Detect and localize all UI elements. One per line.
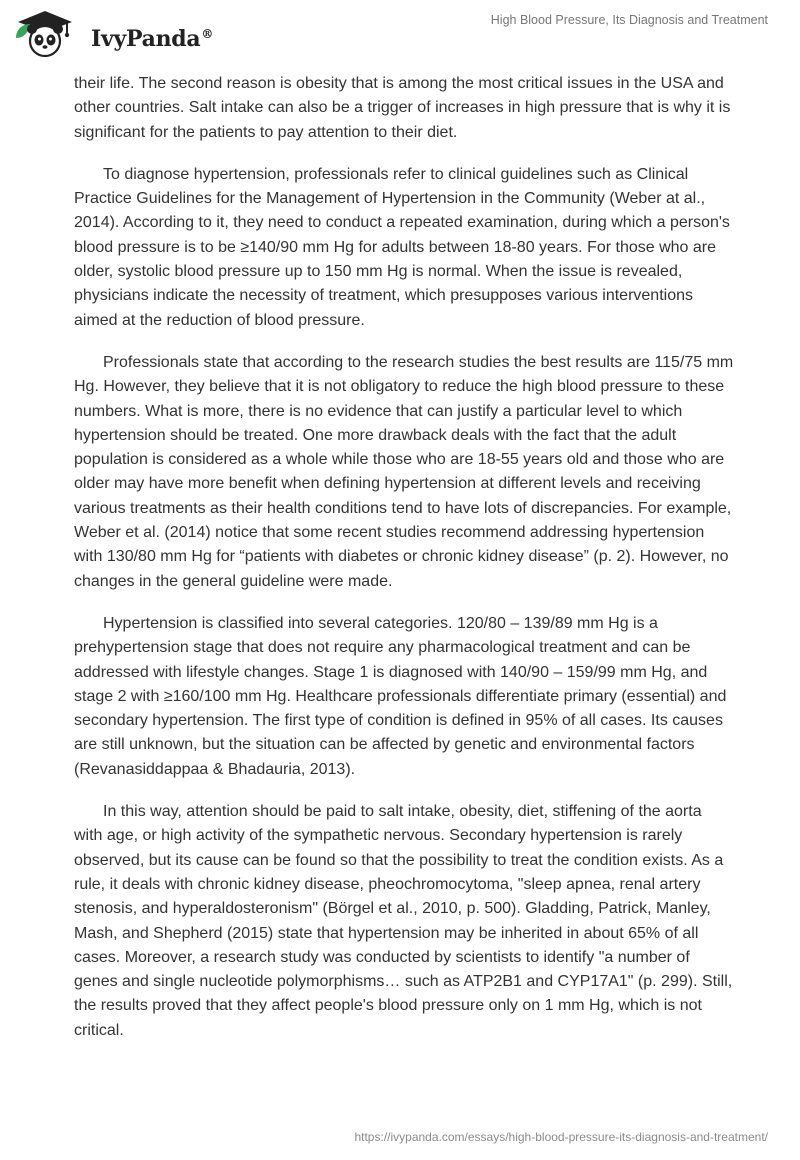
ivypanda-logo[interactable] [14,8,234,58]
panda-graduate-icon [14,8,76,58]
paragraph-1: their life. The second reason is obesity that is among the most critical issues in the USA and other countries. Salt intake can also be a trigger of increases in high pressure that is why it is significant for the patients to pay attention to their diet. [74,75,731,141]
paragraph-3: Professionals state that according to the research studies the best results are 115/75 mm Hg. However, they believe that it is not obligatory to reduce the high blood pressure to these numbers. What is more, there is no evidence that can justify a particular level to which hypertension should be treated. One more drawback deals with the fact that the adult population is considered as a whole while those who are 18-55 years old and those who are older may have more benefit when defining hypertension at different levels and receiving various treatments as their health conditions tend to have lots of discrepancies. For example, Weber et al. (2014) notice that some recent studies recommend addressing hypertension with 130/80 mm Hg for “patients with diabetes or chronic kidney disease” (p. 2). However, no changes in the general guideline were made. [74,353,734,590]
logo-wordmark: IvyPanda® [91,26,214,52]
essay-body [74,72,734,1061]
page-header [0,0,800,70]
paragraph-5: In this way, attention should be paid to salt intake, obesity, diet, stiffening of the aorta with age, or high activity of the sympathetic nervous. Secondary hypertension is rarely observed, but its cause can be found so that the possibility to treat the condition exists. As a rule, it deals with chronic kidney disease, pheochromocytoma, "sleep apnea, renal artery stenosis, and hyperaldosteronism" (Börgel et al., 2010, p. 500). Gladding, Patrick, Manley, Mash, and Shepherd (2015) state that hypertension may be inherited in about 65% of all cases. Moreover, a research study was conducted by scientists to identify "a number of genes and single nucleotide polymorphisms… such as ATP2B1 and CYP17A1" (p. 299). Still, the results proved that they affect people's blood pressure only on 1 mm Hg, which is not critical. [74,803,733,1039]
paragraph-2: To diagnose hypertension, professionals refer to clinical guidelines such as Clinical Practice Guidelines for the Management of Hypertension in the Community (Weber at al., 2014). According to it, they need to conduct a repeated examination, during which a person's blood pressure is to be ≥140/90 mm Hg for adults between 18-80 years. For those who are older, systolic blood pressure up to 150 mm Hg is normal. When the issue is revealed, physicians indicate the necessity of treatment, which presupposes various interventions aimed at the reduction of blood pressure. [74,165,730,329]
paragraph-4: Hypertension is classified into several categories. 120/80 – 139/89 mm Hg is a prehypertension stage that does not require any pharmacological treatment and can be addressed with lifestyle changes. Stage 1 is diagnosed with 140/90 – 159/99 mm Hg, and stage 2 with ≥160/100 mm Hg. Healthcare professionals differentiate primary (essential) and secondary hypertension. The first type of condition is defined in 95% of all cases. Its causes are still unknown, but the situation can be affected by genetic and environmental factors (Revanasiddappaa & Bhadauria, 2013). [74,614,727,778]
source-url[interactable]: https://ivypanda.com/essays/high-blood-pressure-its-diagnosis-and-treatment/ [354,1130,768,1144]
document-title: High Blood Pressure, Its Diagnosis and Treatment [490,13,768,27]
